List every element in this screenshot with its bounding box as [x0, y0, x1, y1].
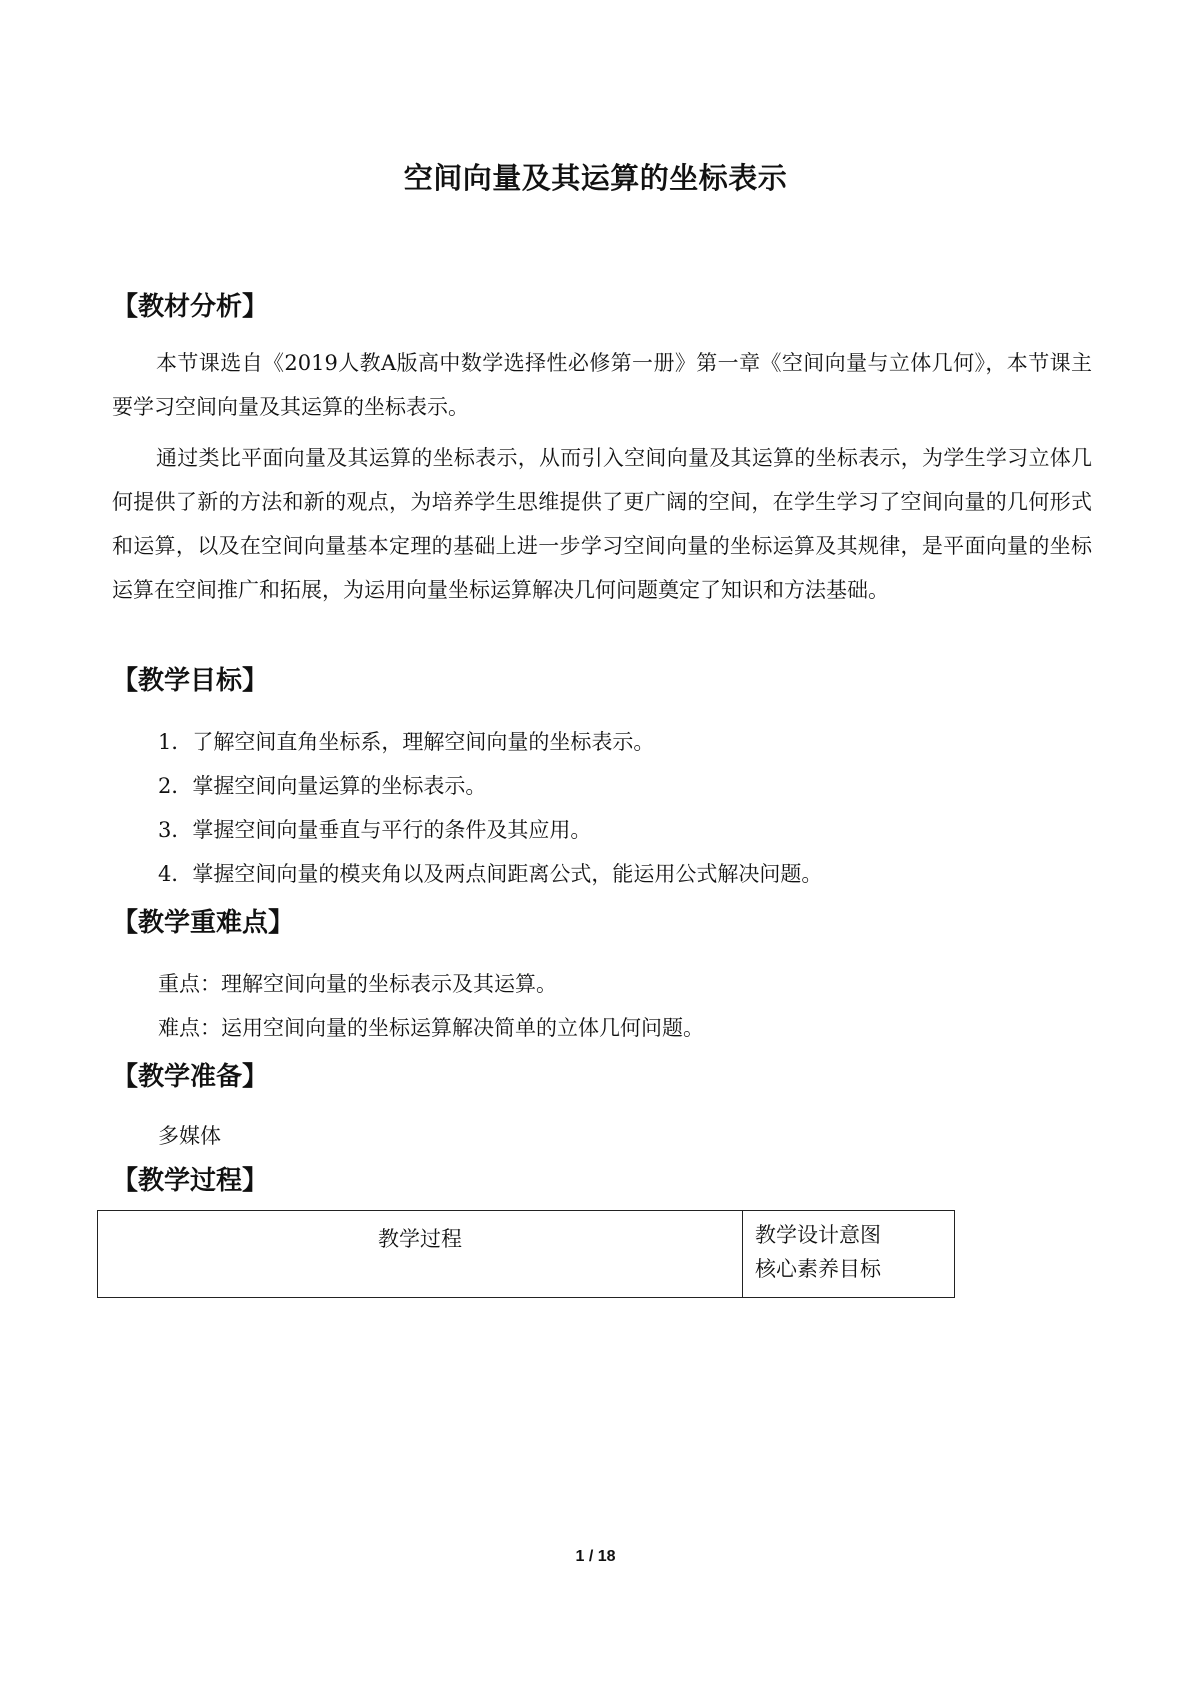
objective-item: 3．掌握空间向量垂直与平行的条件及其应用。 [158, 818, 592, 842]
table-header-process-label: 教学过程 [378, 1227, 462, 1251]
section-heading-key-points: 【教学重难点】 [112, 908, 295, 938]
section-heading-objectives: 【教学目标】 [112, 666, 269, 696]
objective-item: 2．掌握空间向量运算的坐标表示。 [158, 774, 487, 798]
objective-item: 4．掌握空间向量的模夹角以及两点间距离公式，能运用公式解决问题。 [158, 862, 823, 886]
preparation-text: 多媒体 [158, 1124, 221, 1148]
section-heading-preparation: 【教学准备】 [112, 1062, 269, 1092]
section-heading-analysis: 【教材分析】 [112, 292, 269, 322]
analysis-paragraph-1: 本节课选自《2019人教A版高中数学选择性必修第一册》第一章《空间向量与立体几何》，本节课主要学习空间向量及其运算的坐标表示。 [112, 351, 1092, 419]
table-header-intent-line2: 核心素养目标 [755, 1257, 881, 1281]
difficult-point-text: 难点：运用空间向量的坐标运算解决简单的立体几何问题。 [158, 1016, 704, 1040]
table-header-intent [743, 1211, 955, 1298]
table-header-intent-line1: 教学设计意图 [755, 1223, 881, 1247]
teaching-process-table [97, 1210, 955, 1298]
analysis-paragraph-2: 通过类比平面向量及其运算的坐标表示，从而引入空间向量及其运算的坐标表示，为学生学习立体几何提供了新的方法和新的观点，为培养学生思维提供了更广阔的空间，在学生学习了空间向量的几何形式和运算，以及在空间向量基本定理的基础上进一步学习空间向量的坐标运算及其规律，是平面向量的坐标运算在空间推广和拓展，为运用向量坐标运算解决几何问题奠定了知识和方法基础。 [112, 446, 1092, 602]
objective-item: 1．了解空间直角坐标系，理解空间向量的坐标表示。 [158, 730, 655, 754]
table-header-process [98, 1211, 743, 1298]
key-point-text: 重点：理解空间向量的坐标表示及其运算。 [158, 972, 557, 996]
page-title: 空间向量及其运算的坐标表示 [403, 161, 788, 195]
page-number: 1 / 18 [575, 1548, 616, 1565]
section-heading-process: 【教学过程】 [112, 1166, 269, 1196]
